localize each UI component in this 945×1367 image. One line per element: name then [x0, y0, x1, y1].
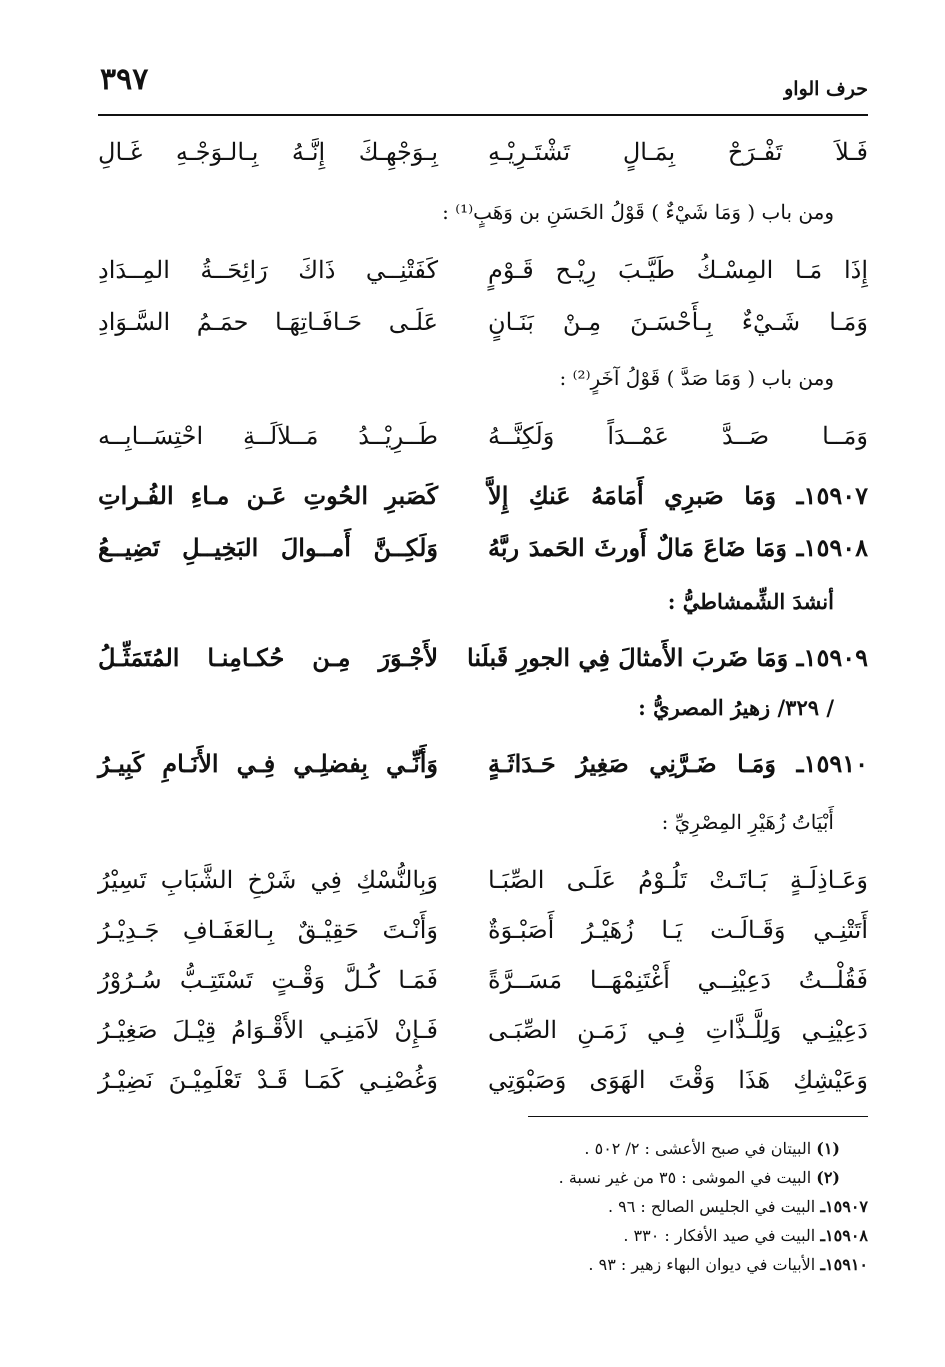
- second-hemistich: لأَجْـوَرَ مِـن حُكـامِنـا المُتَمَثِّـلُ: [98, 643, 438, 672]
- section-intro: أنشدَ الشِّمشاطيُّ :: [667, 589, 834, 614]
- first-hemistich: إِذَا مَـا المِسْـكُ طَيَّـبَ رِيْـح قَـوْمٍ: [488, 256, 868, 284]
- verse-line: [98, 132, 868, 172]
- page-number: ٣٩٧: [100, 62, 149, 97]
- verse-line: [98, 1010, 868, 1050]
- first-hemistich: فَقُلْــتُ دَعِيْنِــي أَغْتَنِمْهَــا مَسَــرَّةً: [488, 966, 868, 994]
- first-hemistich: وَمَــا صَــدَّ عَمْــدَاً وَلَكِنَّــهُ: [488, 422, 868, 450]
- first-hemistich: فَـلاَ تَفْـرَحْ بِمَـالٍ تَشْتَـرِيْـهِ: [488, 138, 868, 166]
- second-hemistich: وَغُصْنِـي كَمَـا قَـدْ تَعْلَمِيْـنَ نَضِيْـرُ: [98, 1066, 438, 1094]
- chapter-title: حرف الواو: [784, 78, 868, 100]
- first-hemistich: وَعَيْشِكِ هَذَا وَقْتَ الهَوَى وَصَبْوَتِي: [488, 1066, 868, 1094]
- section-intro: ومن باب ( وَمَا صَدَّ ) قَوْلُ آخَرٍ⁽²⁾ :: [559, 366, 834, 390]
- footnote-number: ١٥٩١٠ـ: [820, 1255, 868, 1274]
- footnote-separator: [528, 1116, 868, 1117]
- second-hemistich: عَلَـى حَـافَـاتِهَـا حمَـمُ السَّـوَادِ: [98, 308, 438, 336]
- footnote: [448, 1163, 868, 1192]
- section-intro: / ٣٢٩/ زهيرُ المصريُّ :: [638, 695, 834, 720]
- section-intro: ومن باب ( وَمَا شَيْءٌ ) قَوْلُ الحَسَنِ بن وَهَبٍ⁽¹⁾ :: [442, 200, 834, 224]
- footnote-number: ١٥٩٠٧ـ: [820, 1197, 868, 1216]
- footnote: [448, 1134, 868, 1163]
- verse-line-numbered: [98, 744, 868, 784]
- verse-line: [98, 1060, 868, 1100]
- footnote: [448, 1221, 868, 1250]
- footnote-text: الأبيات في ديوان البهاء زهير : ٩٣ .: [588, 1255, 816, 1274]
- first-hemistich: وَمَـا شَـيْءٌ بِـأَحْسَـنَ مِـنْ بَنَـانٍ: [488, 308, 868, 336]
- verse-line: [98, 960, 868, 1000]
- first-hemistich: دَعِيْنِـي وَلِلَّـذَّاتِ فِـي زَمَـنِ الصِّبَـى: [488, 1016, 868, 1044]
- section-intro: أَبْيَاتُ زُهَيْرِ المِصْرِيِّ :: [661, 810, 834, 834]
- second-hemistich: وَأَنِّـي بِفضلِـي فِـي الأَنَـامِ كَبِيـرُ: [98, 749, 438, 778]
- second-hemistich: بِـوَجْهِـكَ إِنَّـهُ بِـالـوَجْـهِ غَـالِ: [98, 138, 438, 166]
- second-hemistich: طَــرِيْــدُ مَــلاَلَــةِ احْتِسَــابِــه: [98, 422, 438, 450]
- second-hemistich: وَبِالنُّسْكِ فِي شَرْخِ الشَّبَابِ تَسِيْرُ: [98, 866, 438, 894]
- footnote: [448, 1250, 868, 1279]
- footnote: [448, 1192, 868, 1221]
- first-hemistich: ١٥٩١٠ـ وَمَـا ضَـرَّنِي صَغِيرُ حَـدَاثَـةٍ: [488, 749, 868, 778]
- second-hemistich: وَأَنْـتَ حَقِيْـقٌ بِـالعَفَـافِ جَـدِيْـرُ: [98, 916, 438, 944]
- footnote-text: البيت في الجليس الصالح : ٩٦ .: [607, 1197, 816, 1216]
- second-hemistich: كَفَتْنِــي ذَاكَ رَائِحَــةُ المِــدَادِ: [98, 256, 438, 284]
- book-page: [98, 52, 868, 1322]
- page-header: [98, 60, 868, 106]
- verse-line: [98, 250, 868, 290]
- verse-line: [98, 910, 868, 950]
- footnote-number: (٢): [816, 1168, 840, 1187]
- verse-line-numbered: [98, 528, 868, 568]
- verse-line: [98, 302, 868, 342]
- footnote-text: البيت في الموشى : ٣٥ من غير نسبة .: [558, 1168, 812, 1187]
- first-hemistich: أَتَتْنِـي وَقَـالَـت يَـا زُهَيْـرُ أَصَبْـوَةٌ: [488, 916, 868, 944]
- footnote-number: (١): [816, 1139, 840, 1158]
- first-hemistich: ١٥٩٠٧ـ وَمَا صَبرِي أَمَامَهُ عَنكِ إِلاَّ: [488, 481, 868, 510]
- verse-line-numbered: [98, 638, 868, 678]
- footnotes: [448, 1134, 868, 1279]
- verse-line: [98, 416, 868, 456]
- second-hemistich: وَلَكِــنَّ أَمــوالَ البَخِيــلِ تَضِيــعُ: [98, 533, 438, 562]
- verse-line: [98, 860, 868, 900]
- first-hemistich: وَعَـاذِلَـةٍ بَـاتَـتْ تَلُـوْمُ عَلَـى الصِّبَـا: [488, 866, 868, 894]
- verse-line-numbered: [98, 476, 868, 516]
- second-hemistich: كَصَبرِ الحُوتِ عَـن مـاءِ الفُـراتِ: [98, 481, 438, 510]
- footnote-text: البيت في صيد الأفكار : ٣٣٠ .: [623, 1226, 816, 1245]
- first-hemistich: ١٥٩٠٨ـ وَمَا ضَاعَ مَالٌ أَورثَ الحَمدَ ربَّهُ: [488, 533, 868, 562]
- header-rule: [98, 114, 868, 116]
- second-hemistich: فَمَـا كُـلَّ وَقْـتٍ تَسْتَتِـبُّ سُـرُوْرُ: [98, 966, 438, 994]
- second-hemistich: فَـإِنْ لاَمَنِـي الأَقْـوَامُ قِيْـلَ صَغِيْـرُ: [98, 1016, 438, 1044]
- footnote-number: ١٥٩٠٨ـ: [820, 1226, 868, 1245]
- first-hemistich: ١٥٩٠٩ـ وَمَا ضَربَ الأَمثالَ فِي الجورِ قَبلَنا: [467, 643, 868, 672]
- footnote-text: البيتان في صبح الأعشى : ٢/ ٥٠٢ .: [584, 1139, 812, 1158]
